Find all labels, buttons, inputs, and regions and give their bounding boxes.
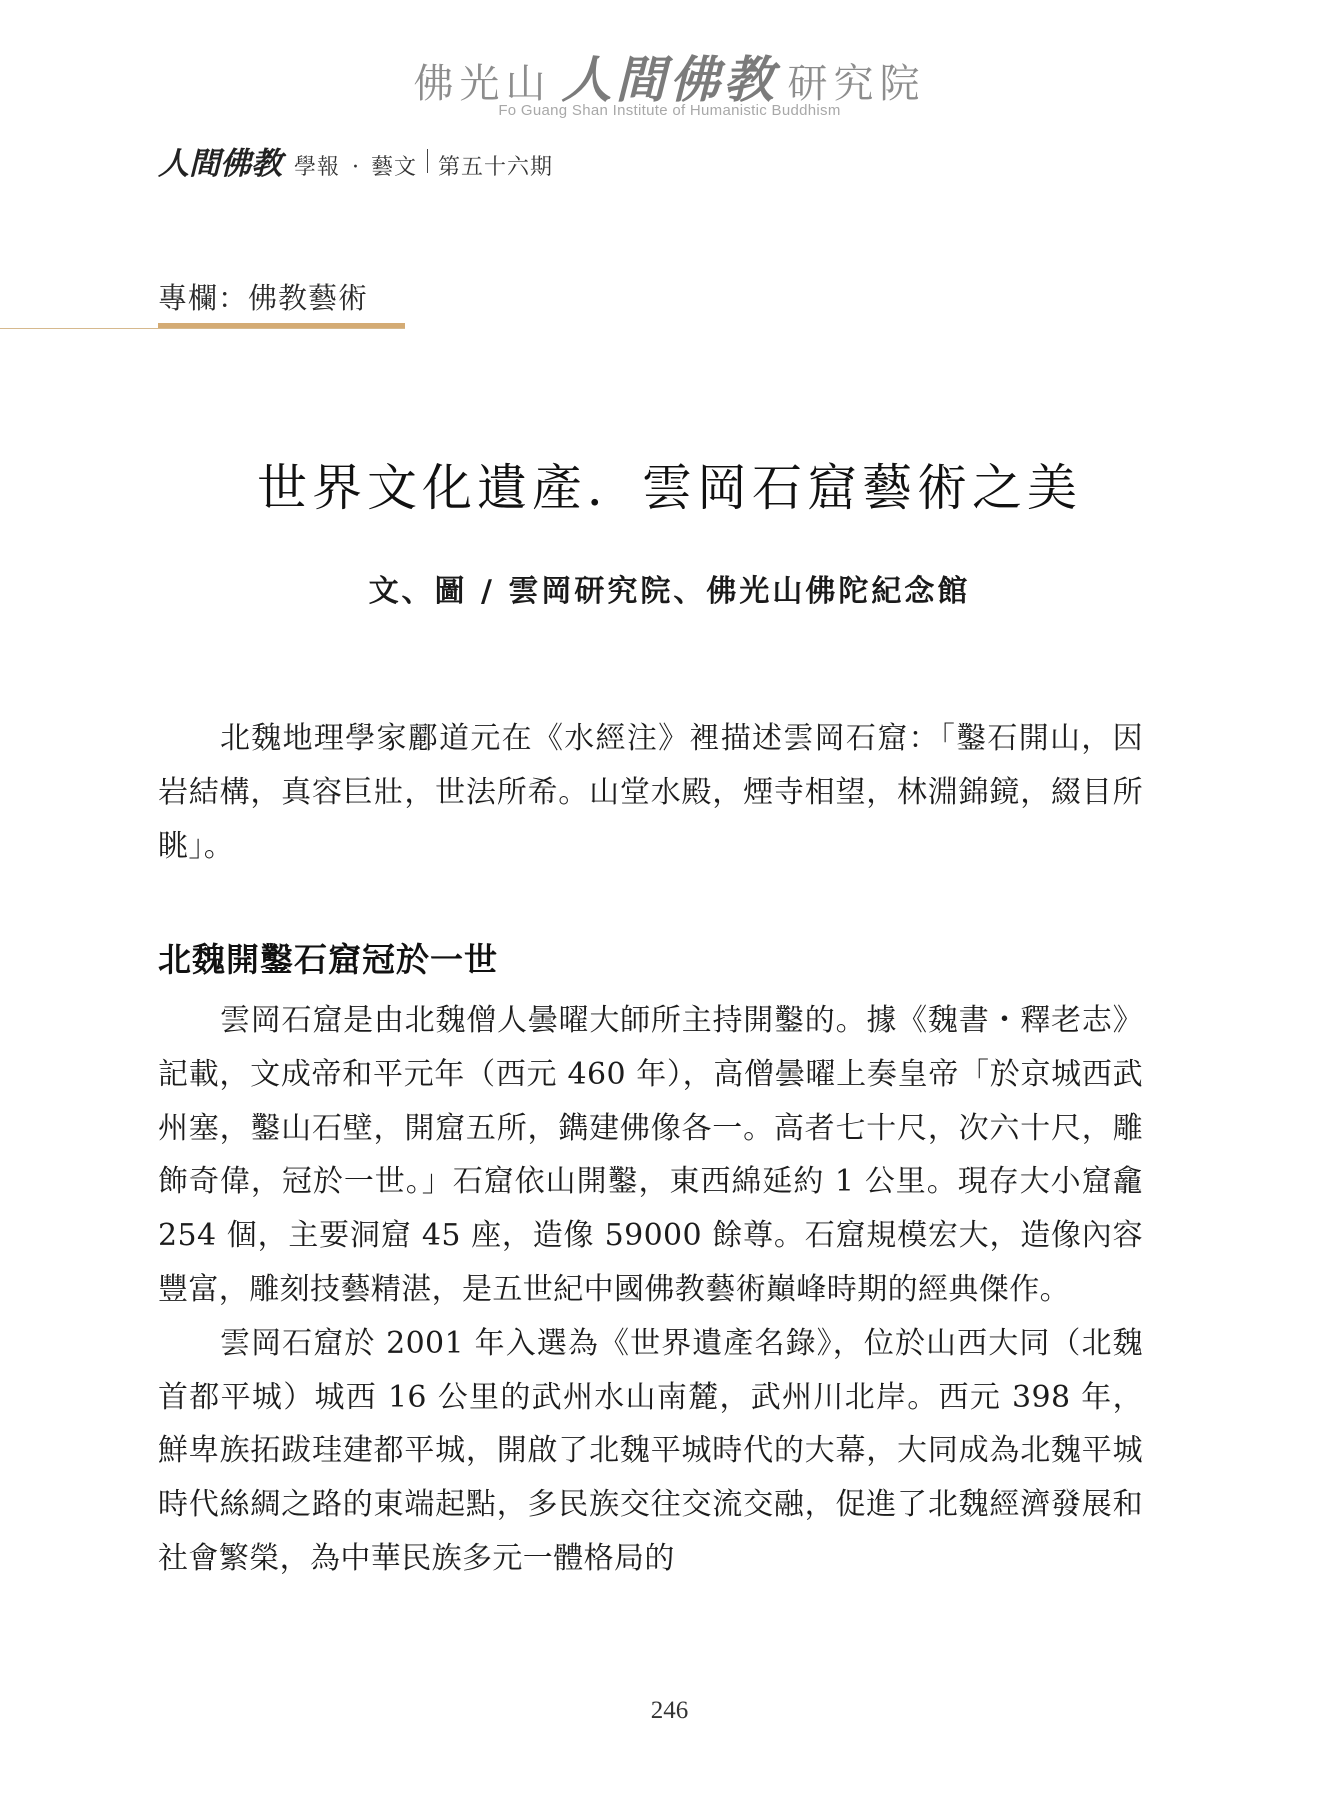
masthead-org-suffix: 研究院 bbox=[787, 61, 926, 107]
section-heading: 北魏開鑿石窟冠於一世 bbox=[158, 940, 498, 979]
journal-issue: 第五十六期 bbox=[438, 155, 554, 180]
body-paragraph-2: 雲岡石窟於 2001 年入選為《世界遺產名錄》，位於山西大同（北魏首都平城）城西 16 公里的武州水山南麓，武州川北岸。西元 398 年，鮮卑族拓跋珪建都平城，開啟了北魏平城時代的大幕，大同成為北魏平城時代絲綢之路的東端起點，多民族交往交流交融，促進了北魏經濟發展和社會繁榮，為中華民族多元一體格局的 bbox=[158, 1325, 1143, 1576]
journal-divider bbox=[427, 149, 428, 173]
journal-section: 藝文 bbox=[371, 155, 418, 180]
masthead-brand: 人間佛教 bbox=[561, 50, 778, 109]
column-rule-thin bbox=[0, 328, 405, 329]
column-tag: 專欄：佛教藝術 bbox=[158, 281, 369, 315]
body-paragraph-1: 雲岡石窟是由北魏僧人曇曜大師所主持開鑿的。據《魏書・釋老志》記載，文成帝和平元年（西元 460 年），高僧曇曜上奏皇帝「於京城西武州塞，鑿山石壁，開窟五所，鐫建佛像各一。高者七十尺，次六十尺，雕飾奇偉，冠於一世。」石窟依山開鑿，東西綿延約 1 公里。現存大小窟龕 254 個，主要洞窟 45 座，造像 59000 餘尊。石窟規模宏大，造像內容豐富，雕刻技藝精湛，是五世紀中國佛教藝術巔峰時期的經典傑作。 bbox=[158, 1003, 1143, 1307]
masthead-english: Fo Guang Shan Institute of Humanistic Buddhism bbox=[498, 102, 841, 119]
intro-paragraph: 北魏地理學家酈道元在《水經注》裡描述雲岡石窟：「鑿石開山，因岩結構，真容巨壯，世法所希。山堂水殿，煙寺相望，林淵錦鏡，綴目所眺」。 bbox=[158, 721, 1143, 864]
intro-block bbox=[158, 712, 1143, 873]
journal-brand: 人間佛教 bbox=[158, 146, 282, 182]
section-body bbox=[158, 994, 1143, 1586]
masthead bbox=[0, 40, 1339, 119]
journal-header bbox=[158, 138, 553, 183]
journal-separator: · bbox=[352, 155, 360, 180]
article-byline: 文、圖 / 雲岡研究院、佛光山佛陀紀念館 bbox=[368, 574, 971, 609]
journal-name: 學報 bbox=[294, 155, 341, 180]
page-number: 246 bbox=[650, 1697, 689, 1724]
article-title: 世界文化遺產．雲岡石窟藝術之美 bbox=[257, 459, 1082, 517]
masthead-org-prefix: 佛光山 bbox=[413, 61, 552, 107]
column-rule-accent bbox=[158, 323, 405, 328]
